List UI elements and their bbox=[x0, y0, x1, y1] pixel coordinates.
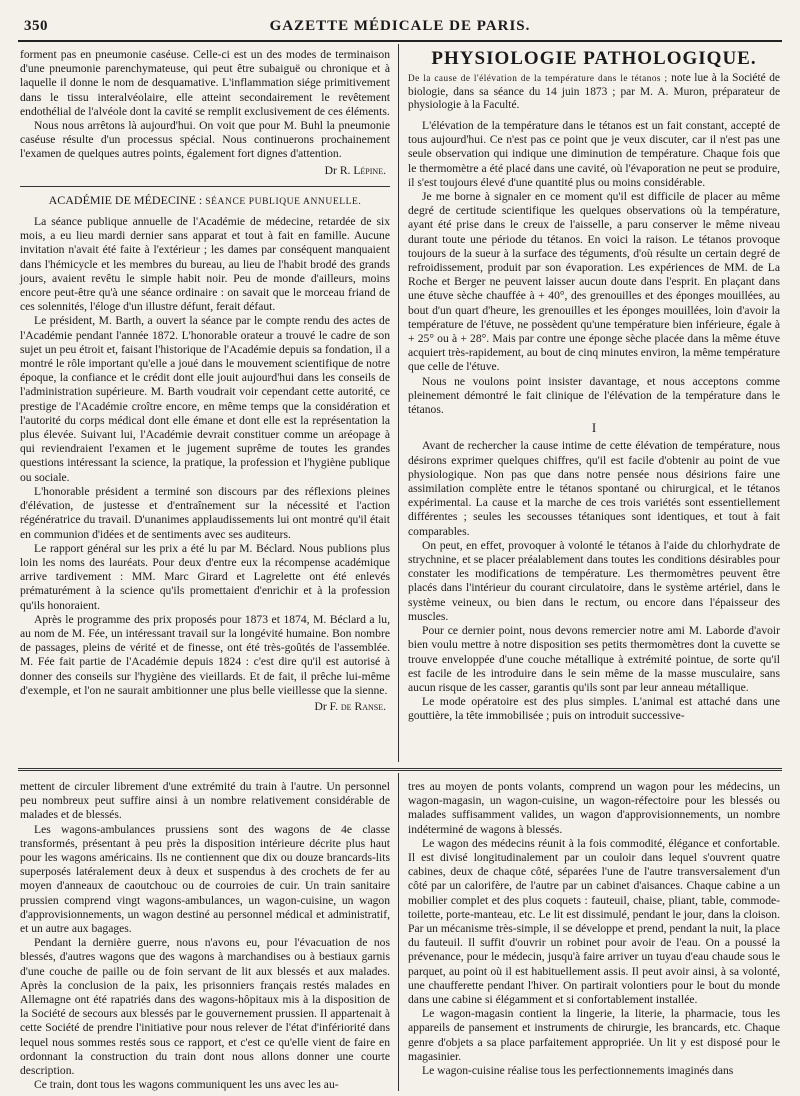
left-column-bottom bbox=[20, 780, 390, 1092]
academie-section-title bbox=[20, 193, 390, 209]
academie-title-main: ACADÉMIE DE MÉDECINE : bbox=[48, 192, 203, 207]
signature-name: F. de Ranse. bbox=[329, 699, 386, 713]
paragraph: L'élévation de la température dans le tétanos est un fait constant, accepté de tous aujourd'hui. Ce n'est pas ce point que je veux discuter, car il n'est pas une seule observation qui indique une diminution de température. Chaque fois que le thermomètre a été placé dans une cavité, où l'évaporation ne peut se produire, il s'est toujours élevé d'une quantité plus ou moins considérable. bbox=[408, 118, 780, 189]
paragraph: Le wagon des médecins réunit à la fois commodité, élégance et confortable. Il est divisé longitudinalement par un couloir dans lequel s'ouvrent quatre cabines, deux de chaque côté, séparées l'une de l'autre transversalement d'un côté par un calorifère, de l'autre par un cabinet d'aisances. Chaque cabine a un mobilier complet et des plus coquets : fauteuil, chaise, pliant, table, commode-toilette, porte-manteau, etc. Le lit est dissimulé, pendant le jour, dans la cloison. Par un mécanisme très-simple, il se développe et prend, pendant la nuit, la place du fauteuil. Il suffit d'ouvrir un robinet pour avoir de l'eau. On a poussé la prévenance, pour le médecin, jusqu'à faire arriver un tuyau d'eau chaude sous le parquet, au point où il est habituellement assis. Il peut avoir ainsi, à sa volonté, une chaufferette pendant l'hiver. On partirait volontiers pour le bout du monde dans une cabine si élégamment et si confortablement installée. bbox=[408, 836, 780, 1007]
paragraph: Pendant la dernière guerre, nous n'avons eu, pour l'évacuation de nos blessés, d'autres wagons que des wagons à marchandises ou à bestiaux garnis d'une couche de paille ou de foin servant de lit aux blessés et aux malades. Après la conclusion de la paix, les prisonniers français restés malades en Allemagne ont été rapatriés dans des wagons-hôpitaux mis à la disposition de la Société de secours aux blessés par le gouvernement prussien. Il appartenait à cette Société de prendre l'initiative pour nous relever de l'état d'infériorité dans lequel nous sommes restés sous ce rapport, et c'est ce qu'elle vient de faire en ordonnant la construction du train dont nous allons donner une courte description. bbox=[20, 936, 390, 1078]
paragraph: Après le programme des prix proposés pour 1873 et 1874, M. Béclard a lu, au nom de M. Fée, un intéressant travail sur la longévité humaine. Bon nombre de passages, pleins de vérité et de finesse, ont été très-goûtés de l'assemblée. M. Fée fait partie de l'Académie depuis 1824 : c'est dire qu'il est autorisé à donner des conseils sur l'hygiène des vieillards. Et de fait, il prêche lui-même d'exemple, et l'on ne saurait ambitionner une plus belle vieillesse que la sienne. bbox=[20, 612, 390, 697]
article-subject bbox=[408, 72, 780, 113]
paragraph: Pour ce dernier point, nous devons remercier notre ami M. Laborde d'avoir bien voulu mettre à notre disposition ses petits thermomètres dont la cuvette se trouve enveloppée d'une couche métallique à extrémité pointue, de sorte qu'il est facile de les introduire dans le sein même de la masse musculaire, sans aucun risque de les casser, garantis qu'ils sont par leur anneau métallique. bbox=[408, 624, 780, 694]
signature-de-ranse bbox=[20, 700, 386, 714]
right-column-bottom bbox=[408, 780, 780, 1078]
paragraph: Nous nous arrêtons là aujourd'hui. On voit que pour M. Buhl la pneumonie caséuse résulte d'un processus spécial. Nous continuerons prochainement l'examen de quelques autres points, également fort dignes d'attention. bbox=[20, 119, 390, 161]
paragraph: Le président, M. Barth, a ouvert la séance par le compte rendu des actes de l'Académie pendant l'année 1872. L'honorable orateur a trouvé le cadre de son sujet un peu étroit et, faisant l'historique de l'Académie depuis sa fondation, il a montré le rôle important qu'elle a joué dans le mouvement scientifique de notre époque, la confiance et le crédit dont elle jouit aujourd'hui dans les conseils de l'administration supérieure. M. Barth voudrait voir cependant cette autorité, ce prestige de l'Académie croître encore, en même temps que la considération et l'autorité du corps médical dont elle émane et dont elle est la représentation la plus élevée. Suivant lui, l'Académie devrait constituer comme un aréopage à qui reviendraient l'examen et le jugement suprême de toutes les grandes questions intéressant la science, la pratique, la profession et l'hygiène publique ou sociale. bbox=[20, 314, 390, 484]
physiologie-title: PHYSIOLOGIE PATHOLOGIQUE. bbox=[431, 48, 757, 69]
page-number: 350 bbox=[24, 18, 48, 34]
paragraph: Je me borne à signaler en ce moment qu'il est difficile de placer au même degré de certitude scientifique les quelques observations où la température, ayant été prise dans le creux de l'aisselle, a paru conserver le même niveau durant toute une période du tétanos. En voici la raison. Le tétanos provoque toujours de la sueur à la surface des téguments, d'où résulte un certain degré de refroidissement, produit par son évaporation. Les expériences de MM. de La Roche et Berger ne peuvent laisser aucun doute dans l'esprit. En plaçant dans une étuve sèche chauffée à + 40°, des grenouilles et des éponges mouillées, au bout d'un quart d'heure, les grenouilles et les éponges mouillées, loin d'avoir la température de l'étuve, ne possèdent qu'une température bien inférieure, égale à + 25° ou à + 28°. Mais par contre une éponge sèche placée dans la même étuve acquiert très-rapidement, au bout de cinq minutes environ, la même température que celle de l'étuve. bbox=[408, 190, 780, 374]
paragraph: La séance publique annuelle de l'Académie de médecine, retardée de six mois, a eu lieu mardi dernier sans apparat et tout à fait en famille. Aucune invitation n'avait été faite à l'extérieur ; les dames par conséquent manquaient dans l'hémicycle et les membres du bureau, au lieu de l'habit brodé des grands jours, avaient revêtu le simple habit noir. Peu de monde d'ailleurs, moins encore peut-être qu'à une séance ordinaire : on savait que le morceau friand de ces solennités, l'éloge d'un illustre défunt, ferait défaut. bbox=[20, 215, 390, 314]
academie-title-sub: SÉANCE PUBLIQUE ANNUELLE. bbox=[205, 196, 362, 207]
paragraph: On peut, en effet, provoquer à volonté le tétanos à l'aide du chlorhydrate de strychnine, et se placer préalablement dans toutes les conditions désirables pour constater les modifications de température. Les thermomètres peuvent être placés dans l'intérieur du courant circulatoire, dans le système artériel, dans le système veineux, ou bien dans le rectum, ou encore dans l'épaisseur des muscles. bbox=[408, 538, 780, 623]
signature-name: R. Lépine. bbox=[339, 163, 386, 177]
paragraph: Les wagons-ambulances prussiens sont des wagons de 4e classe transformés, présentant à peu près la disposition intérieure décrite plus haut pour les wagons américains. Ils ne contiennent que dix ou douze brancards-lits superposés latéralement deux à deux et suspendus à des crochets de fer au moyen d'anneaux de caoutchouc ou de courroies de cuir. Un train sanitaire prussien comprend vingt wagons-ambulances, un wagon-cuisine, un wagon d'approvisionnements, un wagon destiné au personnel médical et administratif, et un autre aux bagages. bbox=[20, 822, 390, 936]
horizontal-divider bbox=[18, 768, 782, 771]
column-divider-bottom bbox=[398, 773, 399, 1091]
paragraph: Ce train, dont tous les wagons communiquent les uns avec les au- bbox=[34, 1078, 339, 1092]
left-column-top bbox=[20, 48, 390, 714]
section-numeral: I bbox=[591, 420, 597, 436]
paragraph: tres au moyen de ponts volants, comprend un wagon pour les médecins, un wagon-magasin, un wagon-cuisine, un wagon-réfectoire pour les blessés ou malades suffisamment valides, un wagon d'approvisionnements, un nombre indéterminé de wagons à blessés. bbox=[408, 780, 780, 836]
paragraph: forment pas en pneumonie caséuse. Celle-ci est un des modes de terminaison d'une pneumonie parenchymateuse, qui peut être subaiguë ou chronique et à laquelle il donne le nom de desquamative. L'inflammation siége primitivement dans le tissu interalvéolaire, elle atteint secondairement le revêtement endothélial de l'alvéole dont la cavité se remplit exclusivement de ces éléments. bbox=[20, 48, 390, 118]
signature-lepine bbox=[20, 164, 386, 178]
paragraph: Avant de rechercher la cause intime de cette élévation de température, nous désirons exprimer quelques chiffres, qu'il est facile d'obtenir au point de vue physiologique. Non pas que dans notre pensée nous désirions faire une assimilation complète entre le tétanos spontané ou chirurgical, et le tétanos expérimental. La cause et la marche de ces trois variétés sont essentiellement différentes ; seules les secousses tétaniques sont identiques, et tout à fait comparables. bbox=[408, 439, 780, 538]
page-header bbox=[18, 14, 782, 42]
subject-caps: De la cause de l'élévation de la température dans le tétanos ; bbox=[408, 73, 668, 84]
paragraph: mettent de circuler librement d'une extrémité du train à l'autre. Un personnel peu nombreux peut suffire ainsi à un nombre relativement considérable de malades et de blessés. bbox=[20, 780, 390, 822]
signature-prefix: Dr bbox=[314, 699, 327, 713]
paragraph: Le wagon-cuisine réalise tous les perfectionnements imaginés dans bbox=[422, 1064, 734, 1078]
right-column-top bbox=[408, 50, 780, 724]
paragraph: Nous ne voulons point insister davantage, et nous acceptons comme pleinement démontré le fait clinique de l'élévation de la température dans le tétanos. bbox=[408, 374, 780, 417]
journal-title: GAZETTE MÉDICALE DE PARIS. bbox=[269, 18, 531, 34]
paragraph: Le rapport général sur les prix a été lu par M. Béclard. Nous publions plus loin les noms des lauréats. Pour deux d'entre eux la récompense académique arrive tardivement : MM. Marc Girard et Lagrelette ont été enlevés prématurément à la science qu'ils promettaient d'enrichir et à la profession qu'ils honoraient. bbox=[20, 541, 390, 612]
paragraph: Le mode opératoire est des plus simples. L'animal est attaché dans une gouttière, la tête immobilisée ; puis on introduit successive- bbox=[408, 695, 780, 723]
section-rule bbox=[20, 186, 390, 187]
paragraph: L'honorable président a terminé son discours par des réflexions pleines d'élévation, de justesse et d'entraînement sur la nécessité et l'action régénératrice du travail. D'unanimes applaudissements lui ont montré qu'il était en communion d'idées et de sentiments avec ses auditeurs. bbox=[20, 484, 390, 541]
paragraph: Le wagon-magasin contient la lingerie, la literie, la pharmacie, tous les appareils de pansement et instruments de chirurgie, les brancards, etc. Chaque genre d'objets a sa place parfaitement appropriée. Un lit y est disposé pour le magasinier. bbox=[408, 1007, 780, 1063]
signature-prefix: Dr bbox=[324, 163, 337, 177]
subject-rest: note lue à la Société de biologie, dans sa séance du 14 juin 1873 ; par M. A. Muron, préparateur de physiologie à la Faculté. bbox=[408, 72, 780, 112]
column-divider-top bbox=[398, 44, 399, 762]
